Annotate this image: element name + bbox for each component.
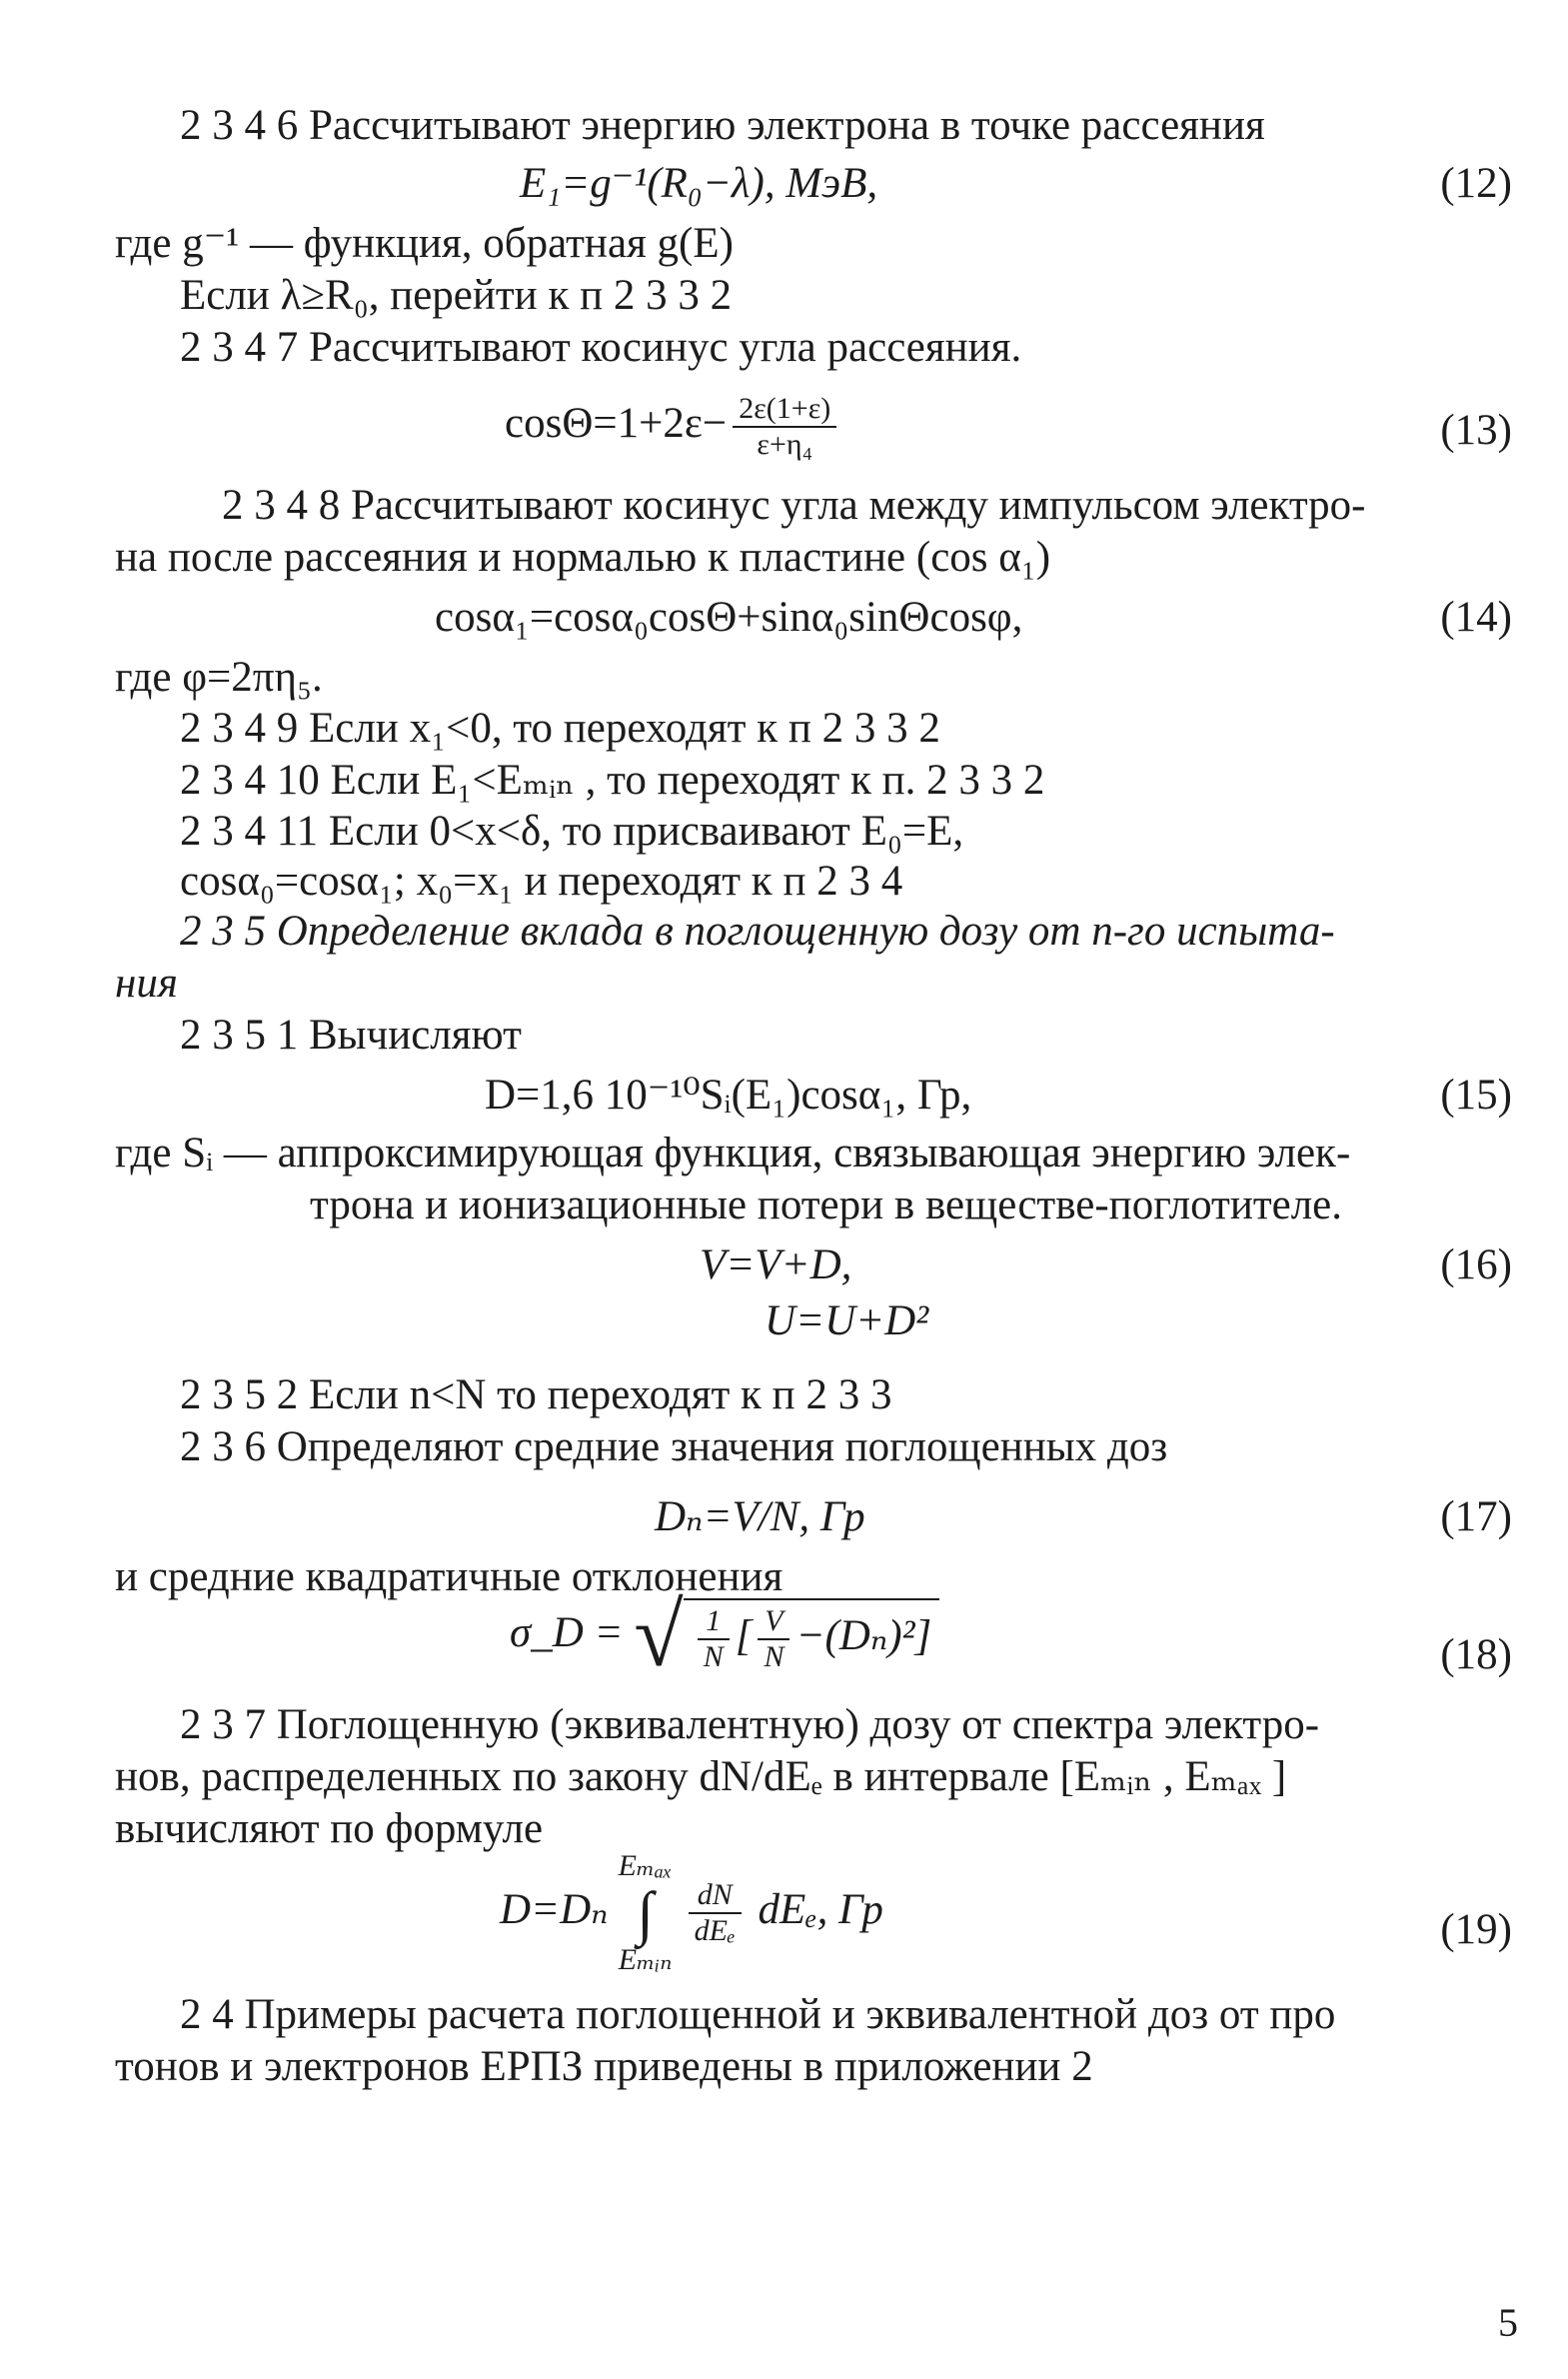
- fraction-denominator: dEₑ: [694, 1914, 736, 1947]
- fraction: [689, 1878, 742, 1948]
- page-number: 5: [1498, 2300, 1518, 2345]
- equation-19-left: D=Dₙ: [500, 1885, 609, 1933]
- paragraph-line: вычисляют по формуле: [115, 1805, 544, 1852]
- fraction: [758, 1604, 789, 1674]
- equation-18: [510, 1586, 939, 1685]
- equation-number: (18): [1440, 1631, 1512, 1678]
- paragraph-line: где g⁻¹ — функция, обратная g(E): [115, 220, 734, 267]
- equation-number: (13): [1440, 407, 1512, 454]
- integral-sign-icon: ∫: [637, 1880, 654, 1946]
- equation-number: (15): [1440, 1072, 1512, 1119]
- paragraph-line: Если λ≥R₀, перейти к п 2 3 3 2: [180, 272, 733, 319]
- paragraph-line: на после рассеяния и нормалью к пластине (cos α₁): [115, 534, 1051, 581]
- fraction-denominator: N: [703, 1640, 724, 1673]
- equation-13-left: cosΘ=1+2ε−: [505, 399, 728, 447]
- paragraph-line: где φ=2πη₅.: [115, 654, 323, 701]
- paragraph-line: 2 3 4 11 Если 0<x<δ, то присваивают E₀=E,: [180, 808, 964, 855]
- fraction-denominator: N: [764, 1640, 784, 1673]
- equation-19: [500, 1849, 883, 1977]
- fraction-numerator: 1: [698, 1604, 730, 1640]
- equation-16-first: V=V+D,: [700, 1241, 852, 1288]
- integral: [619, 1849, 673, 1977]
- paragraph-line: где Sᵢ — аппроксимирующая функция, связывающая энергию элек-: [115, 1130, 1351, 1177]
- paragraph-line: 2 4 Примеры расчета поглощенной и эквивалентной доз от про: [180, 1991, 1336, 2038]
- paragraph-line: 2 3 7 Поглощенную (эквивалентную) дозу от спектра электро-: [180, 1701, 1320, 1748]
- paragraph-line: 2 3 4 7 Рассчитывают косинус угла рассеяния.: [180, 324, 1022, 371]
- equation-13: [505, 392, 842, 462]
- equation-17: Dₙ=V/N, Гр: [655, 1493, 865, 1540]
- paragraph-line: 2 3 4 8 Рассчитывают косинус угла между импульсом электро-: [222, 482, 1366, 529]
- equation-19-tail: dEₑ, Гр: [758, 1885, 883, 1933]
- equation-18-tail: −(Dₙ)²]: [795, 1611, 932, 1659]
- equation-13-fraction: [733, 392, 836, 462]
- equation-12: E₁=g⁻¹(R₀−λ), МэВ,: [520, 160, 878, 207]
- equation-number: (19): [1440, 1906, 1512, 1953]
- equation-16-second: U=U+D²: [765, 1297, 929, 1344]
- paragraph-line: 2 3 4 9 Если x₁<0, то переходят к п 2 3 3 2: [180, 705, 940, 752]
- fraction: [698, 1604, 730, 1674]
- integral-lower-limit: Eₘᵢₙ: [618, 1943, 673, 1976]
- paragraph-line: и средние квадратичные отклонения: [115, 1553, 784, 1600]
- fraction-numerator: 2ε(1+ε): [733, 392, 836, 428]
- paragraph-line: 2 3 4 6 Рассчитывают энергию электрона в точке рассеяния: [180, 102, 1265, 149]
- equation-number: (16): [1440, 1241, 1512, 1288]
- paragraph-line: 2 3 5 1 Вычисляют: [180, 1012, 522, 1059]
- paragraph-line: нов, распределенных по закону dN/dEₑ в интервале [Eₘᵢₙ , Eₘₐₓ ]: [115, 1753, 1287, 1800]
- radical-sign-icon: √: [634, 1586, 684, 1685]
- paragraph-line: трона и ионизационные потери в веществе-поглотителе.: [310, 1182, 1343, 1228]
- equation-number: (17): [1440, 1493, 1512, 1540]
- square-root: [634, 1586, 939, 1685]
- paragraph-line: 2 3 5 2 Если n<N то переходят к п 2 3 3: [180, 1371, 892, 1418]
- fraction-numerator: dN: [689, 1878, 742, 1914]
- integral-upper-limit: Eₘₐₓ: [618, 1849, 673, 1882]
- equation-18-left: σ_D =: [510, 1608, 624, 1656]
- equation-14: cosα₁=cosα₀cosΘ+sinα₀sinΘcosφ,: [435, 594, 1023, 641]
- paragraph-line: 2 3 6 Определяют средние значения поглощенных доз: [180, 1423, 1168, 1470]
- fraction-denominator: ε+η₄: [757, 428, 813, 461]
- radicand: $\frac{1}{N}$ [ $\frac{V}{N}$ −(Dₙ)²]: [684, 1598, 940, 1674]
- equation-15: D=1,6 10⁻¹⁰Sᵢ(E₁)cosα₁, Гр,: [485, 1072, 972, 1119]
- equation-number: (14): [1440, 594, 1512, 641]
- section-heading-line: 2 3 5 Определение вклада в поглощенную дозу от n-го испыта-: [180, 908, 1335, 955]
- section-heading-line: ния: [115, 960, 178, 1007]
- paragraph-line: тонов и электронов ЕРПЗ приведены в приложении 2: [115, 2043, 1093, 2090]
- equation-number: (12): [1440, 160, 1512, 207]
- paragraph-line: cosα₀=cosα₁; x₀=x₁ и переходят к п 2 3 4: [180, 858, 903, 905]
- paragraph-line: 2 3 4 10 Если E₁<Eₘᵢₙ , то переходят к п. 2 3 3 2: [180, 757, 1045, 804]
- fraction-numerator: V: [758, 1604, 789, 1640]
